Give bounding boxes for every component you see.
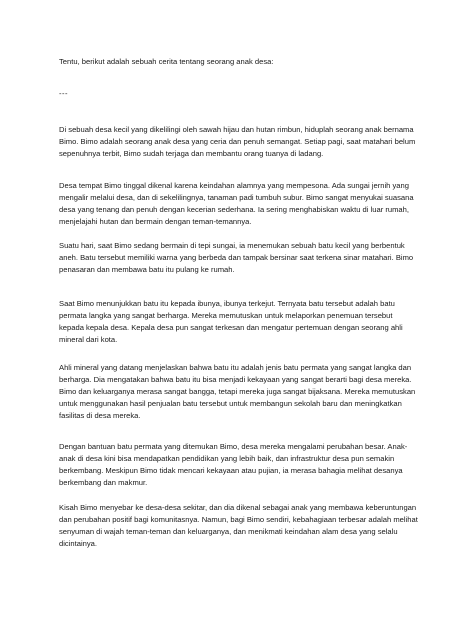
intro-text: Tentu, berikut adalah sebuah cerita tentang seorang anak desa: xyxy=(59,57,274,66)
paragraph-7: Kisah Bimo menyebar ke desa-desa sekitar, dan dia dikenal sebagai anak yang membawa keberuntungan dan perubahan positif bagi komunitasnya. Namun, bagi Bimo sendiri, kebahagiaan terbesar adalah melihat senyuman di wajah teman-teman dan keluarganya, dan menikmati keindahan alam desa yang selalu dicintainya. xyxy=(59,503,418,548)
section-divider: --- xyxy=(59,89,69,98)
paragraph-6: Dengan bantuan batu permata yang ditemukan Bimo, desa mereka mengalami perubahan besar. Anak-anak di desa kini bisa mendapatkan pendidikan yang lebih baik, dan infrastruktur desa pun semakin berkembang. Meskipun Bimo tidak mencari kekayaan atau pujian, ia merasa bahagia melihat desanya berkembang dan makmur. xyxy=(59,442,408,487)
paragraph-2: Desa tempat Bimo tinggal dikenal karena keindahan alamnya yang mempesona. Ada sungai jernih yang mengalir melalui desa, dan di sekelilingnya, tanaman padi tumbuh subur. Bimo sangat menyukai suasana desa yang tenang dan penuh dengan kecerian sederhana. Ia sering menghabiskan waktu di luar rumah, menjelajahi hutan dan bermain dengan teman-temannya. xyxy=(59,181,414,226)
paragraph-4: Saat Bimo menunjukkan batu itu kepada ibunya, ibunya terkejut. Ternyata batu tersebut adalah batu permata langka yang sangat berharga. Mereka memutuskan untuk melaporkan penemuan tersebut kepada kepala desa. Kepala desa pun sangat terkesan dan mengatur pertemuan dengan seorang ahli mineral dari kota. xyxy=(59,299,403,344)
paragraph-5: Ahli mineral yang datang menjelaskan bahwa batu itu adalah jenis batu permata yang sangat langka dan berharga. Dia mengatakan bahwa batu itu bisa menjadi kekayaan yang sangat berarti bagi desa mereka. Bimo dan keluarganya merasa sangat bangga, tetapi mereka juga sangat bijaksana. Mereka memutuskan untuk menggunakan hasil penjualan batu tersebut untuk membangun sekolah baru dan meningkatkan fasilitas di desa mereka. xyxy=(59,363,416,420)
paragraph-1: Di sebuah desa kecil yang dikelilingi oleh sawah hijau dan hutan rimbun, hiduplah seorang anak bernama Bimo. Bimo adalah seorang anak desa yang ceria dan penuh semangat. Setiap pagi, saat matahari belum sepenuhnya terbit, Bimo sudah terjaga dan membantu orang tuanya di ladang. xyxy=(59,125,416,158)
paragraph-3: Suatu hari, saat Bimo sedang bermain di tepi sungai, ia menemukan sebuah batu kecil yang berbentuk aneh. Batu tersebut memiliki warna yang berbeda dan tampak bersinar saat terkena sinar matahari. Bimo penasaran dan membawa batu itu pulang ke rumah. xyxy=(59,241,414,274)
